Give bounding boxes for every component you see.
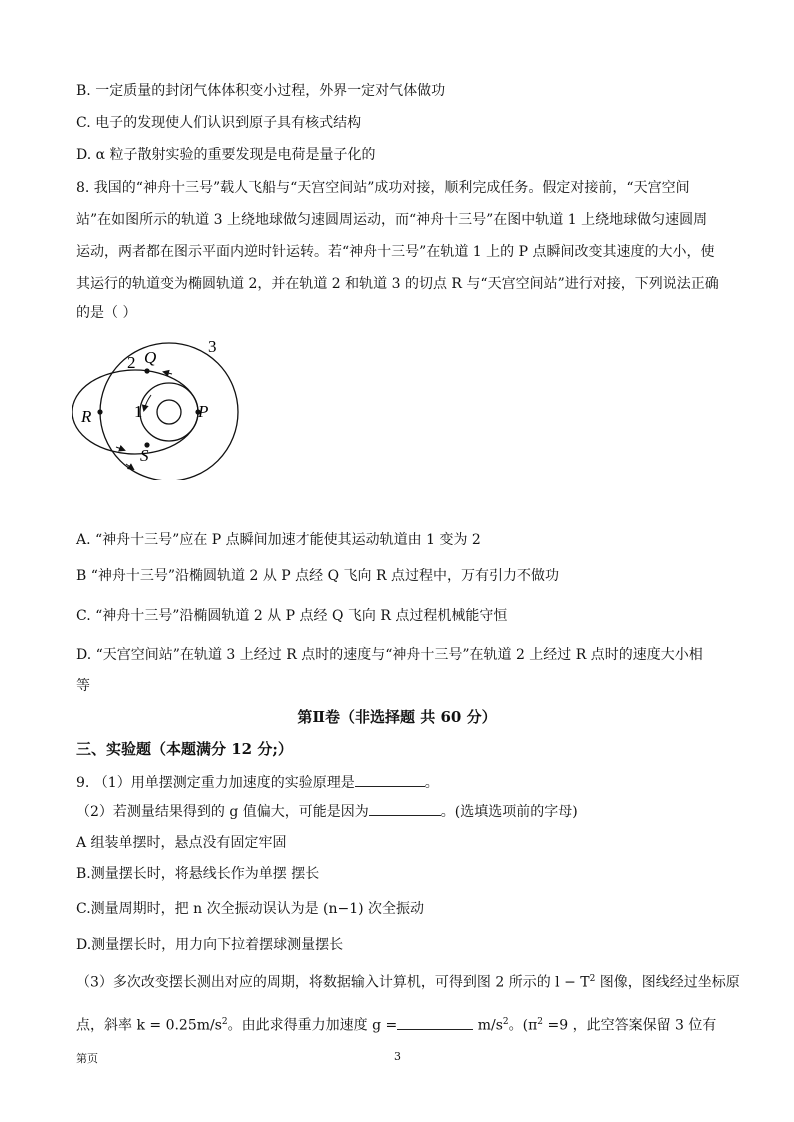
point-Q xyxy=(144,368,149,373)
option-d-prev: D. α 粒子散射实验的重要发现是电荷是量子化的 xyxy=(76,147,376,163)
q9-part-1-prefix: 9. （1）用单摆测定重力加速度的实验原理是 xyxy=(76,775,355,791)
q8-option-c: C. “神舟十三号”沿椭圆轨道 2 从 P 点经 Q 飞向 R 点过程机械能守恒 xyxy=(76,608,508,624)
q9-part-3-line-2 xyxy=(76,1012,716,1036)
q9-choice-b: B.测量摆长时，将悬线长作为单摆 摆长 xyxy=(76,866,320,882)
q9-choice-a: A 组装单摆时，悬点没有固定牢固 xyxy=(76,835,287,851)
q9-pi-sup: 2 xyxy=(537,1017,544,1027)
q9-part-1-suffix: 。 xyxy=(424,775,439,791)
label-2: 2 xyxy=(127,353,136,372)
orbit-1 xyxy=(140,383,198,441)
section-heading: 三、实验题（本题满分 12 分;） xyxy=(76,740,293,758)
q8-stem-line-4: 其运行的轨道变为椭圆轨道 2，并在轨道 2 和轨道 3 的切点 R 与“天宫空间站”进行对接，下列说法正确 xyxy=(76,276,719,292)
orbit-3 xyxy=(100,343,238,480)
earth xyxy=(157,400,181,424)
orbit-2-arrow xyxy=(164,372,172,374)
q9-g-unit-sup: 2 xyxy=(502,1017,509,1027)
label-S: S xyxy=(140,446,149,465)
q8-option-d-line-1: D. “天宫空间站”在轨道 3 上经过 R 点时的速度与“神舟十三号”在轨道 2 上经过 R 点时的速度大小相 xyxy=(76,647,703,663)
label-P: P xyxy=(198,402,209,421)
q9-pi-text: 。(π xyxy=(508,1017,538,1034)
q9-choice-c: C.测量周期时，把 n 次全振动误认为是 (n−1) 次全振动 xyxy=(76,901,425,917)
q9-part-1 xyxy=(76,772,439,793)
q9-part-2-suffix: 。(选填选项前的字母) xyxy=(440,804,578,820)
q8-stem-line-5: 的是（ ） xyxy=(76,305,137,321)
orbit-diagram xyxy=(72,330,252,480)
q9-precision-text: =9 ，此空答案保留 3 位有 xyxy=(543,1017,717,1034)
label-R: R xyxy=(81,407,92,426)
q8-option-b: B “神舟十三号”沿椭圆轨道 2 从 P 点经 Q 飞向 R 点过程中，万有引力不做功 xyxy=(76,568,559,584)
q9-part-1-blank[interactable] xyxy=(355,772,425,787)
q9-slope-sup: 2 xyxy=(221,1017,228,1027)
q9-g-answer-blank[interactable] xyxy=(397,1015,473,1030)
option-c-prev: C. 电子的发现使人们认识到原子具有核式结构 xyxy=(76,115,362,131)
q8-stem-line-2: 站”在如图所示的轨道 3 上绕地球做匀速圆周运动，而“神舟十三号”在图中轨道 1 上绕地球做匀速圆周 xyxy=(76,212,708,228)
orbit-1-arrow xyxy=(144,395,151,410)
page-number: 3 xyxy=(394,1050,401,1063)
q8-stem-line-3: 运动，两者都在图示平面内逆时针运转。若“神舟十三号”在轨道 1 上的 P 点瞬间改变其速度的大小，使 xyxy=(76,244,715,260)
footer-left: 第页 xyxy=(76,1052,98,1065)
q9-choice-d: D.测量摆长时，用力向下拉着摆球测量摆长 xyxy=(76,937,344,953)
q9-part-3-text-b: 图像，图线经过坐标原 xyxy=(595,974,740,991)
q9-part-2-prefix: （2）若测量结果得到的 g 值偏大，可能是因为 xyxy=(76,804,369,820)
option-b-prev: B. 一定质量的封闭气体体积变小过程，外界一定对气体做功 xyxy=(76,83,446,99)
section-title: 第Ⅱ卷（非选择题 共 60 分） xyxy=(297,708,497,726)
q9-part-3-line-1 xyxy=(76,969,740,993)
q8-stem-line-1: 8. 我国的“神舟十三号”载人飞船与“天宫空间站”成功对接，顺利完成任务。假定对接前，“天宫空间 xyxy=(76,180,690,196)
q9-part-2 xyxy=(76,801,578,822)
q9-g-text: 。由此求得重力加速度 g = xyxy=(227,1017,398,1034)
label-1: 1 xyxy=(134,402,143,421)
q9-part-3-sup: 2 xyxy=(589,974,596,984)
q9-slope-text: 点，斜率 k = 0.25m/s xyxy=(76,1017,222,1034)
q8-option-a: A. “神舟十三号”应在 P 点瞬间加速才能使其运动轨道由 1 变为 2 xyxy=(76,532,481,548)
label-Q: Q xyxy=(144,348,157,367)
point-R xyxy=(97,409,102,414)
label-3: 3 xyxy=(208,337,217,356)
q9-part-2-blank[interactable] xyxy=(369,801,441,816)
q9-part-3-text-a: （3）多次改变摆长测出对应的周期，将数据输入计算机，可得到图 2 所示的 l − T xyxy=(76,974,590,991)
q8-option-d-line-2: 等 xyxy=(76,678,90,694)
orbit-2-lower-arrow xyxy=(116,447,124,450)
q9-g-unit: m/s xyxy=(473,1017,503,1034)
